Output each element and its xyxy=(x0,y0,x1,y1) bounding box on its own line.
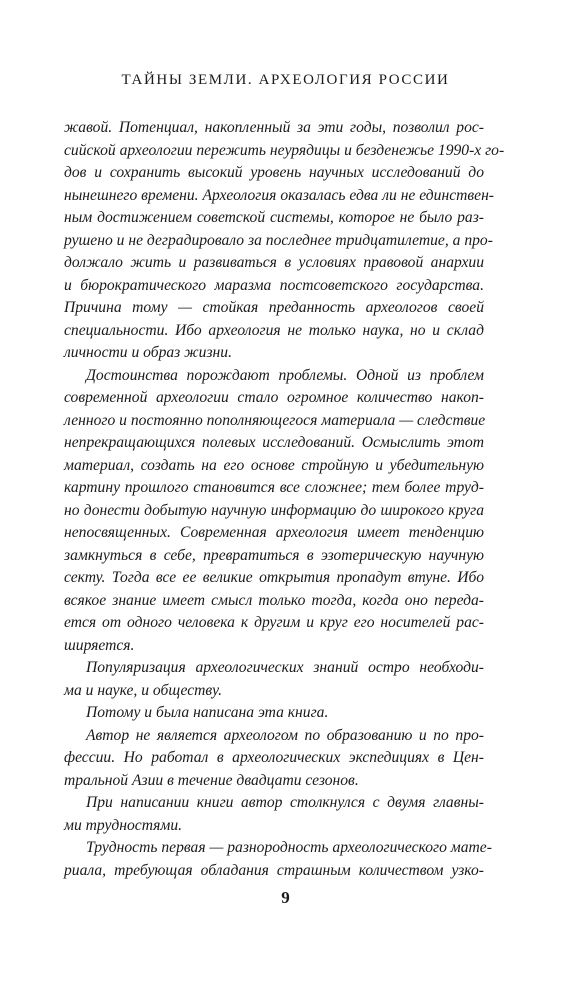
text-line: всякое знание имеет смысл только тогда, когда оно переда- xyxy=(64,591,484,609)
text-line: риала, требующая обладания страшным количеством узко- xyxy=(64,861,484,879)
text-line: фессии. Но работал в археологических экспедициях в Цен- xyxy=(64,749,484,766)
text-line: должало жить и развиваться в условиях правовой анархии xyxy=(64,254,484,271)
text-line: личности и образ жизни. xyxy=(64,344,232,361)
text-line: ма и науке, и обществу. xyxy=(64,681,223,699)
text-line: Достоинства порождают проблемы. Одной из проблем xyxy=(86,366,484,384)
text-line: ми трудностями. xyxy=(64,816,183,834)
text-line: ленного и постоянно пополняющегося материала — следствие xyxy=(64,411,486,429)
text-line: Популяризация археологических знаний остро необходи- xyxy=(86,659,484,676)
text-line: секту. Тогда все ее великие открытия пропадут втуне. Ибо xyxy=(64,569,484,586)
text-line: материал, создать на его основе стройную и убедительную xyxy=(64,456,484,474)
text-line: современной археологии стало огромное количество накоп- xyxy=(64,389,484,406)
text-line: нынешнего времени. Археология оказалась едва ли не единствен- xyxy=(64,186,494,204)
text-line: но донести добытую научную информацию до широкого круга xyxy=(64,501,484,519)
page-number: 9 xyxy=(281,888,290,907)
text-line: При написании книги автор столкнулся с двумя главны- xyxy=(86,794,484,811)
text-line: тральной Азии в течение двадцати сезонов. xyxy=(64,771,359,789)
text-line: ется от одного человека к другим и круг его носителей рас- xyxy=(64,614,484,631)
text-line: жавой. Потенциал, накопленный за эти годы, позволил рос- xyxy=(64,119,484,136)
text-line: ным достижением советской системы, которое не было раз- xyxy=(64,209,484,226)
text-line: дов и сохранить высокий уровень научных исследований до xyxy=(64,164,484,181)
text-line: Автор не является археологом по образованию и по про- xyxy=(86,726,484,744)
text-line: ширяется. xyxy=(64,636,135,654)
text-line: Причина тому — стойкая преданность археологов своей xyxy=(64,299,484,316)
text-line: Потому и была написана эта книга. xyxy=(86,704,329,721)
text-line: картину прошлого становится все сложнее; тем более труд- xyxy=(64,479,484,496)
running-head: ТАЙНЫ ЗЕМЛИ. АРХЕОЛОГИЯ РОССИИ xyxy=(121,72,450,88)
text-line: и бюрократического маразма постсоветского государства. xyxy=(64,276,484,294)
text-line: Трудность первая — разнородность археологического мате- xyxy=(86,839,492,856)
text-line: рушено и не деградировало за последнее тридцатилетие, а про- xyxy=(64,231,493,249)
text-line: специальности. Ибо археология не только наука, но и склад xyxy=(64,321,484,339)
text-line: непосвященных. Современная археология имеет тенденцию xyxy=(64,524,484,541)
text-line: сийской археологии пережить неурядицы и безденежье 1990-х го- xyxy=(64,141,505,159)
text-line: непрекращающихся полевых исследований. Осмыслить этот xyxy=(64,434,484,451)
text-line: замкнуться в себе, превратиться в эзотерическую научную xyxy=(64,546,484,564)
body-text xyxy=(64,117,505,882)
